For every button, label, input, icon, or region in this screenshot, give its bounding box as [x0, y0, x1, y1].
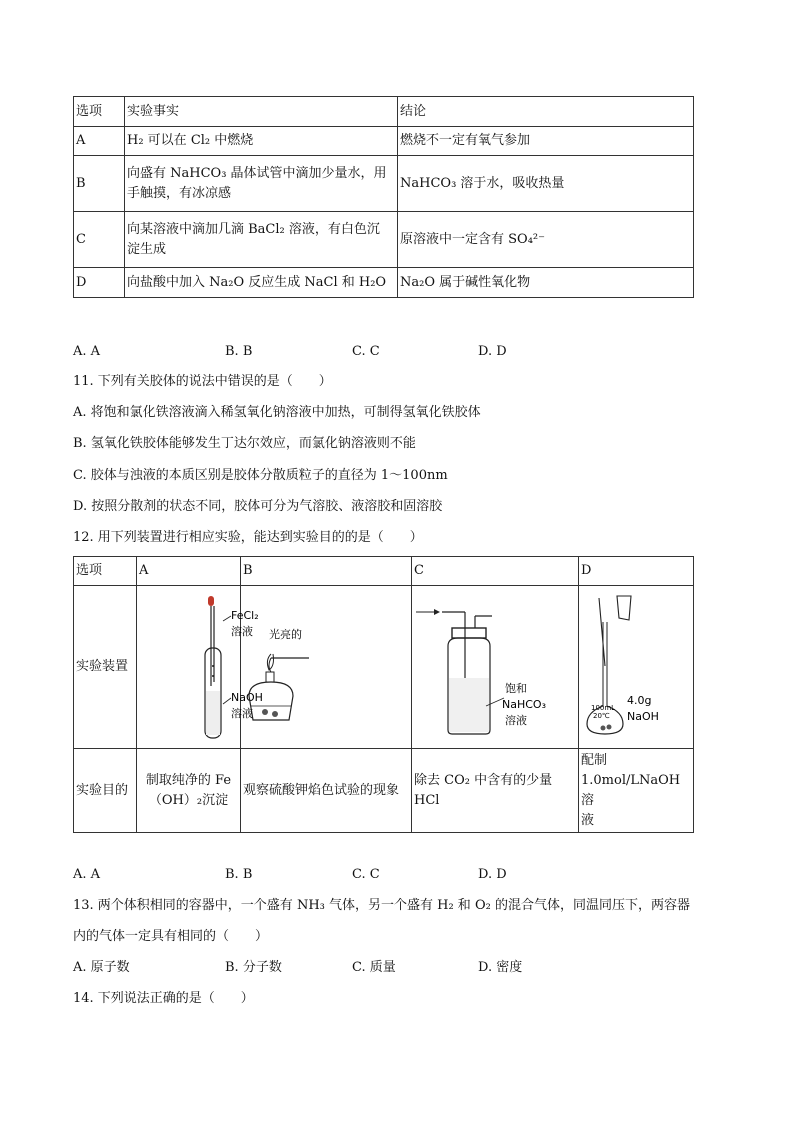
- header-a: A: [137, 557, 241, 586]
- q10-option-a[interactable]: A. A: [73, 344, 101, 359]
- q12-option-b[interactable]: B. B: [225, 867, 253, 882]
- header-fact: 实验事实: [125, 97, 398, 127]
- q10-option-d[interactable]: D. D: [478, 344, 507, 359]
- fig-c-label2: NaHCO₃: [502, 698, 546, 711]
- q13-option-a[interactable]: A. 原子数: [73, 960, 130, 975]
- row-conclusion: 燃烧不一定有氧气参加: [398, 127, 694, 156]
- header-c: C: [412, 557, 579, 586]
- row-conclusion: NaHCO₃ 溶于水，吸收热量: [398, 156, 694, 212]
- fig-a-bottom-label2: 溶液: [231, 707, 253, 720]
- q11-option-b[interactable]: B. 氢氧化铁胶体能够发生丁达尔效应，而氯化钠溶液则不能: [73, 436, 416, 451]
- q12-option-c[interactable]: C. C: [352, 867, 380, 882]
- fig-a-bottom-label: NaOH: [231, 691, 263, 704]
- table-row: [74, 127, 694, 156]
- q13-option-c[interactable]: C. 质量: [352, 960, 396, 975]
- fig-d-label1: 4.0g: [627, 694, 652, 707]
- device-row-label: 实验装置: [74, 586, 137, 749]
- table-row: [74, 212, 694, 268]
- table-row: [74, 268, 694, 298]
- row-fact: 向盐酸中加入 Na₂O 反应生成 NaCl 和 H₂O: [125, 268, 398, 298]
- purpose-a: 制取纯净的 Fe （OH）₂沉淀: [137, 749, 241, 833]
- fig-a-top-label: FeCl₂: [231, 609, 259, 622]
- header-conclusion: 结论: [398, 97, 694, 127]
- q13-option-d[interactable]: D. 密度: [478, 960, 523, 975]
- q10-option-c[interactable]: C. C: [352, 344, 380, 359]
- header-option: 选项: [74, 97, 125, 127]
- row-option: B: [74, 156, 125, 212]
- q11-option-c[interactable]: C. 胶体与浊液的本质区别是胶体分散质粒子的直径为 1～100nm: [73, 468, 448, 483]
- fig-c-label1: 饱和: [505, 682, 527, 695]
- purpose-row-label: 实验目的: [74, 749, 137, 833]
- q13-stem-line2: 内的气体一定具有相同的（ ）: [73, 929, 269, 944]
- purpose-b: 观察硫酸钾焰色试验的现象: [241, 749, 412, 833]
- q11-option-a[interactable]: A. 将饱和氯化铁溶液滴入稀氢氧化钠溶液中加热，可制得氢氧化铁胶体: [73, 405, 481, 420]
- fig-b-label: 光亮的: [269, 628, 302, 641]
- fig-d-flask: 100mL: [591, 704, 616, 712]
- purpose-d: 配制 1.0mol/LNaOH 溶 液: [579, 749, 694, 833]
- row-fact: H₂ 可以在 Cl₂ 中燃烧: [125, 127, 398, 156]
- header-option: 选项: [74, 557, 137, 586]
- row-fact: 向某溶液中滴加几滴 BaCl₂ 溶液，有白色沉 淀生成: [125, 212, 398, 268]
- q12-option-a[interactable]: A. A: [73, 867, 101, 882]
- q10-option-b[interactable]: B. B: [225, 344, 253, 359]
- fig-a-top-label2: 溶液: [231, 625, 253, 638]
- row-conclusion: 原溶液中一定含有 SO₄²⁻: [398, 212, 694, 268]
- row-fact: 向盛有 NaHCO₃ 晶体试管中滴加少量水，用 手触摸，有冰凉感: [125, 156, 398, 212]
- figure-d: [579, 586, 694, 749]
- figure-b: [241, 586, 412, 749]
- q12-stem: 12. 用下列装置进行相应实验，能达到实验目的的是（ ）: [73, 530, 423, 545]
- figure-a: [137, 586, 263, 749]
- q11-option-d[interactable]: D. 按照分散剂的状态不同，胶体可分为气溶胶、液溶胶和固溶胶: [73, 499, 443, 514]
- header-b: B: [241, 557, 412, 586]
- purpose-c: 除去 CO₂ 中含有的少量 HCl: [412, 749, 579, 833]
- figure-c: [412, 586, 579, 749]
- table-row: [74, 156, 694, 212]
- question10-table: [73, 96, 694, 298]
- q12-option-d[interactable]: D. D: [478, 867, 507, 882]
- q14-stem: 14. 下列说法正确的是（ ）: [73, 991, 254, 1006]
- q13-option-b[interactable]: B. 分子数: [225, 960, 282, 975]
- fig-d-temp: 20℃: [593, 712, 610, 720]
- fig-d-label2: NaOH: [627, 710, 659, 723]
- row-option: D: [74, 268, 125, 298]
- header-d: D: [579, 557, 694, 586]
- q11-stem: 11. 下列有关胶体的说法中错误的是（ ）: [73, 374, 332, 389]
- row-option: A: [74, 127, 125, 156]
- q13-stem-line1: 13. 两个体积相同的容器中，一个盛有 NH₃ 气体，另一个盛有 H₂ 和 O₂ 的混合气体，同温同压下，两容器: [73, 898, 690, 913]
- row-conclusion: Na₂O 属于碱性氧化物: [398, 268, 694, 298]
- fig-c-label3: 溶液: [505, 714, 527, 727]
- question12-table: [73, 556, 694, 833]
- row-option: C: [74, 212, 125, 268]
